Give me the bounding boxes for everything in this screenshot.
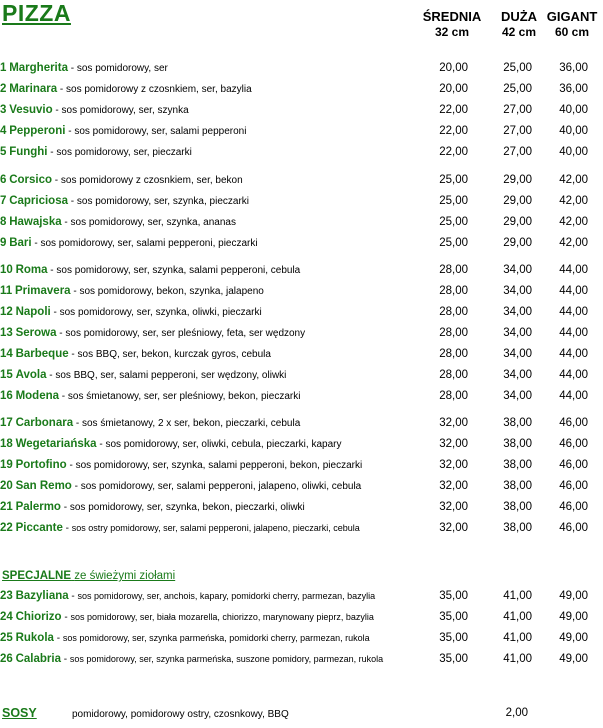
- separator: -: [47, 147, 57, 158]
- price-medium: 35,00: [439, 632, 468, 644]
- price-medium: 32,00: [439, 522, 468, 534]
- pizza-ingredients: sos BBQ, ser, bekon, kurczak gyros, cebula: [77, 349, 271, 360]
- pizza-number: 23: [0, 590, 13, 602]
- pizza-name: Avola: [15, 369, 47, 381]
- pizza-ingredients: sos pomidorowy, ser, szynka, oliwki, pieczarki: [59, 307, 262, 318]
- pizza-number: 9: [0, 237, 7, 249]
- pizza-name: Modena: [15, 390, 60, 402]
- pizza-number: 1: [0, 62, 7, 74]
- menu-row: [0, 83, 603, 101]
- pizza-ingredients: sos pomidorowy, ser, anchois, kapary, pomidorki cherry, parmezan, bazylia: [77, 591, 376, 601]
- menu-row: [0, 174, 603, 192]
- sauces-description: pomidorowy, pomidorowy ostry, czosnkowy, BBQ: [72, 709, 289, 720]
- pizza-name: Barbeque: [15, 348, 69, 360]
- pizza-ingredients: sos pomidorowy, ser, salami pepperoni: [74, 126, 247, 137]
- price-medium: 25,00: [439, 237, 468, 249]
- pizza-ingredients: sos BBQ, ser, salami pepperoni, ser wędzony, oliwki: [55, 370, 287, 381]
- menu-row: [0, 480, 603, 498]
- pizza-ingredients: sos pomidorowy, ser, salami pepperoni, pieczarki: [40, 238, 258, 249]
- separator: -: [61, 612, 71, 623]
- pizza-name: Capriciosa: [9, 195, 68, 207]
- pizza-name: Carbonara: [15, 417, 74, 429]
- menu-row: [0, 125, 603, 143]
- pizza-number: 16: [0, 390, 13, 402]
- pizza-name: Bari: [9, 237, 32, 249]
- price-medium: 25,00: [439, 216, 468, 228]
- special-title: SPECJALNE: [2, 570, 72, 582]
- price-large: 34,00: [503, 390, 532, 402]
- pizza-ingredients: sos śmietanowy, 2 x ser, bekon, pieczarki, cebula: [82, 418, 301, 429]
- price-medium: 22,00: [439, 146, 468, 158]
- price-giant: 42,00: [559, 174, 588, 186]
- pizza-number: 18: [0, 438, 13, 450]
- separator: -: [62, 523, 72, 534]
- pizza-ingredients: sos pomidorowy z czosnkiem, ser, bazylia: [66, 84, 252, 95]
- pizza-ingredients: sos pomidorowy, ser, szynka, salami pepperoni, bekon, pieczarki: [75, 460, 363, 471]
- column-label: DUŻA: [500, 9, 538, 24]
- price-large: 27,00: [503, 146, 532, 158]
- pizza-ingredients: sos pomidorowy z czosnkiem, ser, bekon: [60, 175, 243, 186]
- menu-row: [0, 348, 603, 366]
- pizza-name: Pepperoni: [9, 125, 66, 137]
- price-giant: 46,00: [559, 501, 588, 513]
- menu-row: [0, 62, 603, 80]
- price-medium: 22,00: [439, 125, 468, 137]
- price-medium: 25,00: [439, 174, 468, 186]
- price-medium: 32,00: [439, 459, 468, 471]
- separator: -: [73, 418, 82, 429]
- price-medium: 32,00: [439, 438, 468, 450]
- price-giant: 36,00: [559, 83, 588, 95]
- pizza-name: Chiorizo: [15, 611, 62, 623]
- pizza-name: Margherita: [9, 62, 68, 74]
- menu-row: [0, 195, 603, 213]
- price-giant: 44,00: [559, 306, 588, 318]
- separator: -: [65, 126, 75, 137]
- price-medium: 20,00: [439, 83, 468, 95]
- menu-row: [0, 438, 603, 456]
- price-giant: 40,00: [559, 104, 588, 116]
- menu-row: [0, 369, 603, 387]
- price-large: 38,00: [503, 459, 532, 471]
- pizza-name: Marinara: [9, 83, 58, 95]
- price-medium: 25,00: [439, 195, 468, 207]
- price-large: 25,00: [503, 83, 532, 95]
- sauces-price: 2,00: [505, 707, 528, 719]
- pizza-name: Napoli: [15, 306, 51, 318]
- price-medium: 35,00: [439, 653, 468, 665]
- price-giant: 49,00: [559, 632, 588, 644]
- separator: -: [57, 84, 67, 95]
- pizza-name: Wegetariańska: [15, 438, 97, 450]
- price-giant: 46,00: [559, 459, 588, 471]
- pizza-ingredients: sos pomidorowy, ser, szynka, salami pepperoni, cebula: [56, 265, 301, 276]
- price-medium: 32,00: [439, 501, 468, 513]
- column-size: 60 cm: [554, 25, 590, 39]
- price-giant: 49,00: [559, 611, 588, 623]
- pizza-number: 17: [0, 417, 13, 429]
- price-medium: 28,00: [439, 327, 468, 339]
- pizza-ingredients: sos pomidorowy, bekon, szynka, jalapeno: [79, 286, 264, 297]
- pizza-name: Roma: [15, 264, 48, 276]
- pizza-number: 21: [0, 501, 13, 513]
- separator: -: [31, 238, 41, 249]
- pizza-name: Funghi: [9, 146, 48, 158]
- pizza-ingredients: sos pomidorowy, ser, ser pleśniowy, feta, ser wędzony: [65, 328, 306, 339]
- price-large: 34,00: [503, 306, 532, 318]
- pizza-ingredients: sos śmietanowy, ser, ser pleśniowy, bekon, pieczarki: [67, 391, 301, 402]
- separator: -: [68, 349, 78, 360]
- separator: -: [68, 196, 77, 207]
- menu-row: [0, 327, 603, 345]
- pizza-number: 25: [0, 632, 13, 644]
- menu-row: [0, 216, 603, 234]
- separator: -: [70, 286, 80, 297]
- pizza-name: Bazyliana: [15, 590, 69, 602]
- price-medium: 20,00: [439, 62, 468, 74]
- separator: -: [96, 439, 106, 450]
- pizza-name: Piccante: [15, 522, 63, 534]
- column-size: 42 cm: [501, 25, 537, 39]
- pizza-number: 13: [0, 327, 13, 339]
- pizza-name: Corsico: [9, 174, 53, 186]
- price-large: 29,00: [503, 237, 532, 249]
- pizza-number: 19: [0, 459, 13, 471]
- price-giant: 46,00: [559, 522, 588, 534]
- menu-row: [0, 264, 603, 282]
- price-large: 41,00: [503, 611, 532, 623]
- pizza-ingredients: sos pomidorowy, ser, szynka: [61, 105, 189, 116]
- price-medium: 22,00: [439, 104, 468, 116]
- separator: -: [47, 265, 57, 276]
- price-medium: 28,00: [439, 285, 468, 297]
- pizza-number: 22: [0, 522, 13, 534]
- price-giant: 36,00: [559, 62, 588, 74]
- price-large: 27,00: [503, 125, 532, 137]
- pizza-name: Palermo: [15, 501, 61, 513]
- price-giant: 40,00: [559, 125, 588, 137]
- separator: -: [56, 328, 66, 339]
- pizza-number: 20: [0, 480, 13, 492]
- column-header-medium: [420, 9, 484, 39]
- price-large: 34,00: [503, 348, 532, 360]
- menu-row: [0, 632, 603, 650]
- price-medium: 32,00: [439, 480, 468, 492]
- pizza-name: Vesuvio: [9, 104, 53, 116]
- special-subtitle: ze świeżymi ziołami: [74, 570, 176, 582]
- price-large: 34,00: [503, 369, 532, 381]
- menu-row: [0, 306, 603, 324]
- menu-row: [0, 522, 603, 540]
- price-giant: 49,00: [559, 653, 588, 665]
- pizza-name: Portofino: [15, 459, 67, 471]
- menu-row: [0, 611, 603, 629]
- price-large: 38,00: [503, 417, 532, 429]
- pizza-ingredients: sos pomidorowy, ser, szynka, bekon, pieczarki, oliwki: [69, 502, 305, 513]
- pizza-number: 14: [0, 348, 13, 360]
- pizza-ingredients: sos pomidorowy, ser, szynka, pieczarki: [76, 196, 249, 207]
- price-large: 25,00: [503, 62, 532, 74]
- separator: -: [53, 633, 63, 644]
- price-giant: 44,00: [559, 348, 588, 360]
- price-large: 27,00: [503, 104, 532, 116]
- sauces-title: SOSY: [2, 706, 37, 720]
- pizza-ingredients: sos pomidorowy, ser, pieczarki: [56, 147, 192, 158]
- menu-row: [0, 653, 603, 671]
- price-giant: 44,00: [559, 327, 588, 339]
- pizza-name: Serowa: [15, 327, 57, 339]
- pizza-ingredients: sos pomidorowy, ser, szynka, ananas: [70, 217, 236, 228]
- price-large: 41,00: [503, 590, 532, 602]
- menu-row: [0, 285, 603, 303]
- price-giant: 42,00: [559, 195, 588, 207]
- price-large: 38,00: [503, 438, 532, 450]
- column-label: ŚREDNIA: [422, 9, 482, 24]
- price-medium: 35,00: [439, 611, 468, 623]
- pizza-number: 8: [0, 216, 7, 228]
- pizza-name: Primavera: [14, 285, 71, 297]
- pizza-ingredients: sos pomidorowy, ser, szynka parmeńska, suszone pomidory, parmezan, rukola: [69, 654, 384, 664]
- price-large: 29,00: [503, 174, 532, 186]
- menu-row: [0, 104, 603, 122]
- pizza-ingredients: sos pomidorowy, ser: [76, 63, 168, 74]
- price-giant: 44,00: [559, 369, 588, 381]
- pizza-name: Calabria: [15, 653, 61, 665]
- price-large: 29,00: [503, 195, 532, 207]
- price-medium: 28,00: [439, 390, 468, 402]
- separator: -: [67, 63, 77, 74]
- separator: -: [71, 481, 81, 492]
- menu-row: [0, 501, 603, 519]
- pizza-number: 5: [0, 146, 7, 158]
- pizza-name: San Remo: [15, 480, 72, 492]
- separator: -: [68, 591, 78, 602]
- price-medium: 28,00: [439, 348, 468, 360]
- pizza-number: 6: [0, 174, 7, 186]
- pizza-number: 10: [0, 264, 13, 276]
- price-large: 29,00: [503, 216, 532, 228]
- separator: -: [59, 391, 68, 402]
- price-giant: 44,00: [559, 390, 588, 402]
- separator: -: [50, 307, 60, 318]
- price-large: 38,00: [503, 480, 532, 492]
- price-giant: 44,00: [559, 264, 588, 276]
- pizza-name: Rukola: [15, 632, 54, 644]
- column-label: GIGANT: [546, 9, 598, 24]
- pizza-ingredients: sos pomidorowy, ser, szynka parmeńska, pomidorki cherry, parmezan, rukola: [62, 633, 370, 643]
- pizza-number: 7: [0, 195, 7, 207]
- price-giant: 40,00: [559, 146, 588, 158]
- pizza-ingredients: sos ostry pomidorowy, ser, salami pepperoni, jalapeno, pieczarki, cebula: [71, 523, 360, 533]
- price-medium: 35,00: [439, 590, 468, 602]
- price-giant: 42,00: [559, 216, 588, 228]
- price-large: 34,00: [503, 327, 532, 339]
- price-giant: 46,00: [559, 480, 588, 492]
- price-large: 41,00: [503, 653, 532, 665]
- price-giant: 49,00: [559, 590, 588, 602]
- price-medium: 32,00: [439, 417, 468, 429]
- menu-row: [0, 459, 603, 477]
- separator: -: [52, 175, 61, 186]
- pizza-ingredients: sos pomidorowy, ser, biała mozarella, chiorizzo, marynowany pieprz, bazylia: [70, 612, 374, 622]
- price-large: 34,00: [503, 264, 532, 276]
- price-medium: 28,00: [439, 369, 468, 381]
- pizza-number: 26: [0, 653, 13, 665]
- column-size: 32 cm: [434, 25, 470, 39]
- menu-row: [0, 390, 603, 408]
- menu-row: [0, 590, 603, 608]
- pizza-ingredients: sos pomidorowy, ser, salami pepperoni, jalapeno, oliwki, cebula: [80, 481, 362, 492]
- price-giant: 46,00: [559, 417, 588, 429]
- menu-title: PIZZA: [2, 0, 71, 26]
- pizza-number: 24: [0, 611, 13, 623]
- price-large: 38,00: [503, 501, 532, 513]
- pizza-number: 2: [0, 83, 7, 95]
- pizza-name: Hawajska: [9, 216, 62, 228]
- separator: -: [60, 502, 70, 513]
- column-header-giant: [543, 9, 601, 39]
- price-medium: 28,00: [439, 306, 468, 318]
- pizza-number: 12: [0, 306, 13, 318]
- pizza-number: 4: [0, 125, 7, 137]
- price-giant: 46,00: [559, 438, 588, 450]
- price-large: 38,00: [503, 522, 532, 534]
- price-large: 34,00: [503, 285, 532, 297]
- separator: -: [66, 460, 76, 471]
- pizza-ingredients: sos pomidorowy, ser, oliwki, cebula, pieczarki, kapary: [105, 439, 342, 450]
- price-large: 41,00: [503, 632, 532, 644]
- price-giant: 44,00: [559, 285, 588, 297]
- pizza-number: 15: [0, 369, 13, 381]
- price-medium: 28,00: [439, 264, 468, 276]
- column-header-large: [492, 9, 546, 39]
- special-section-title: [2, 570, 175, 582]
- separator: -: [61, 217, 71, 228]
- pizza-number: 11: [0, 285, 13, 297]
- pizza-number: 3: [0, 104, 7, 116]
- menu-row: [0, 417, 603, 435]
- menu-row: [0, 146, 603, 164]
- menu-row: [0, 237, 603, 255]
- separator: -: [52, 105, 62, 116]
- price-giant: 42,00: [559, 237, 588, 249]
- separator: -: [60, 654, 70, 665]
- separator: -: [46, 370, 56, 381]
